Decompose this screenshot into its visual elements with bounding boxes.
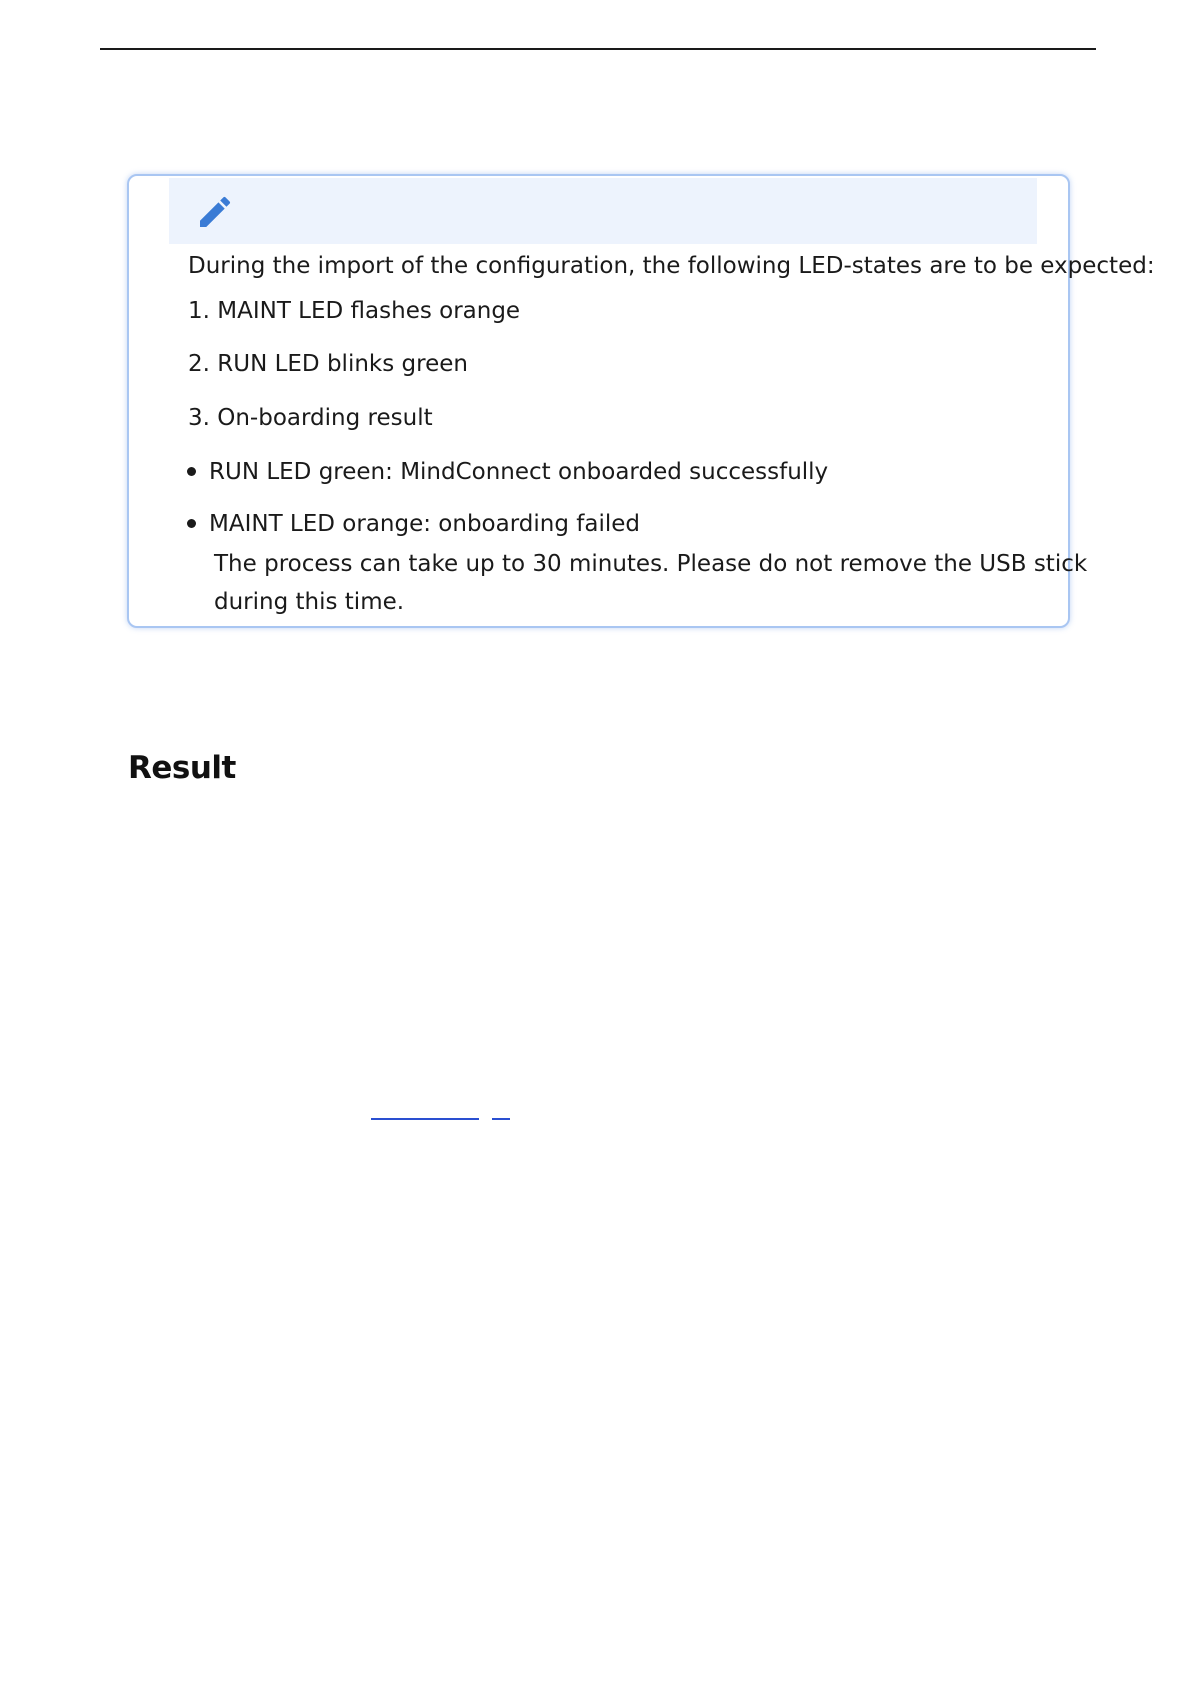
- step-item: 1. MAINT LED flashes orange: [188, 298, 521, 324]
- pencil-icon: [195, 192, 235, 232]
- bullet-dot: [187, 519, 196, 528]
- note-closing-line: during this time.: [214, 589, 405, 615]
- bullet-item: MAINT LED orange: onboarding failed: [209, 511, 640, 537]
- result-heading: Result: [128, 750, 236, 786]
- bullet-item: RUN LED green: MindConnect onboarded successfully: [209, 459, 829, 485]
- note-intro: During the import of the configuration, the following LED-states are to be expected:: [188, 253, 1155, 279]
- step-item: 2. RUN LED blinks green: [188, 351, 468, 377]
- step-item: 3. On-boarding result: [188, 405, 433, 431]
- note-header: [169, 178, 1037, 244]
- note-closing-line: The process can take up to 30 minutes. Please do not remove the USB stick: [214, 551, 1088, 577]
- link-underline[interactable]: [492, 1118, 510, 1120]
- bullet-dot: [187, 467, 196, 476]
- note-callout: [127, 174, 1155, 628]
- link-underline[interactable]: [371, 1118, 479, 1120]
- header-rule: [100, 48, 1096, 50]
